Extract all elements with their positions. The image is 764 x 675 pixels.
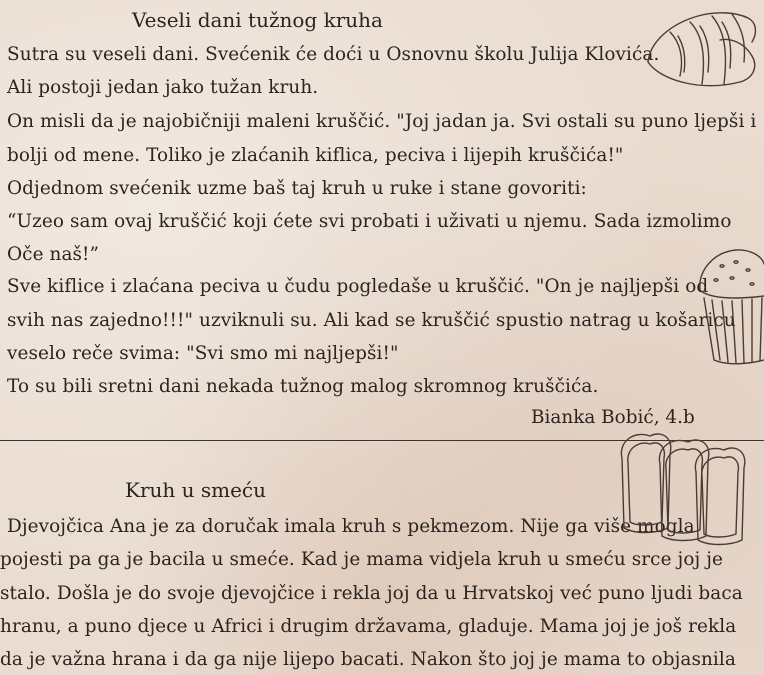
croissant-icon	[640, 2, 762, 98]
story2-line-5: da je važna hrana i da ga nije lijepo bacati. Nakon što joj je mama to objasnila	[0, 649, 736, 670]
story1-line-1: Sutra su veseli dani. Svećenik će doći u Osnovnu školu Julija Klovića.	[7, 44, 660, 65]
story1-line-9: svih nas zajedno!!!" uzviknuli su. Ali kad se kruščić spustio natrag u košaricu	[7, 310, 736, 331]
story2-line-2: pojesti pa ga je bacila u smeće. Kad je mama vidjela kruh u smeću srce joj je	[0, 549, 724, 570]
story2-line-4: hranu, a puno djece u Africi i drugim državama, gladuje. Mama joj je još rekla	[0, 616, 737, 637]
story2-title: Kruh u smeću	[125, 478, 267, 502]
story1-title: Veseli dani tužnog kruha	[132, 8, 383, 32]
story1-signature: Bianka Bobić, 4.b	[531, 407, 695, 428]
story2-line-1: Djevojčica Ana je za doručak imala kruh s pekmezom. Nije ga više mogla	[7, 516, 695, 537]
story1-line-3: On misli da je najobičniji maleni kruščić. "Joj jadan ja. Svi ostali su puno ljepši i	[7, 111, 757, 132]
story1-line-10: veselo reče svima: "Svi smo mi najljepši!"	[7, 343, 399, 364]
bread-slices-icon	[612, 428, 752, 546]
story1-line-4: bolji od mene. Toliko je zlaćanih kiflica, peciva i lijepih kruščića!"	[7, 145, 624, 166]
muffin-icon	[692, 240, 764, 370]
story1-line-7: Oče naš!”	[7, 244, 100, 265]
story1-line-8: Sve kiflice i zlaćana peciva u čudu pogledaše u kruščić. "On je najljepši od	[7, 276, 709, 297]
story1-line-5: Odjednom svećenik uzme baš taj kruh u ruke i stane govoriti:	[7, 178, 587, 199]
story1-line-2: Ali postoji jedan jako tužan kruh.	[7, 77, 319, 98]
story1-line-11: To su bili sretni dani nekada tužnog malog skromnog kruščića.	[7, 376, 599, 397]
story1-line-6: “Uzeo sam ovaj kruščić koji ćete svi probati i uživati u njemu. Sada izmolimo	[7, 211, 732, 232]
story2-line-3: stalo. Došla je do svoje djevojčice i rekla joj da u Hrvatskoj već puno ljudi baca	[0, 583, 743, 604]
